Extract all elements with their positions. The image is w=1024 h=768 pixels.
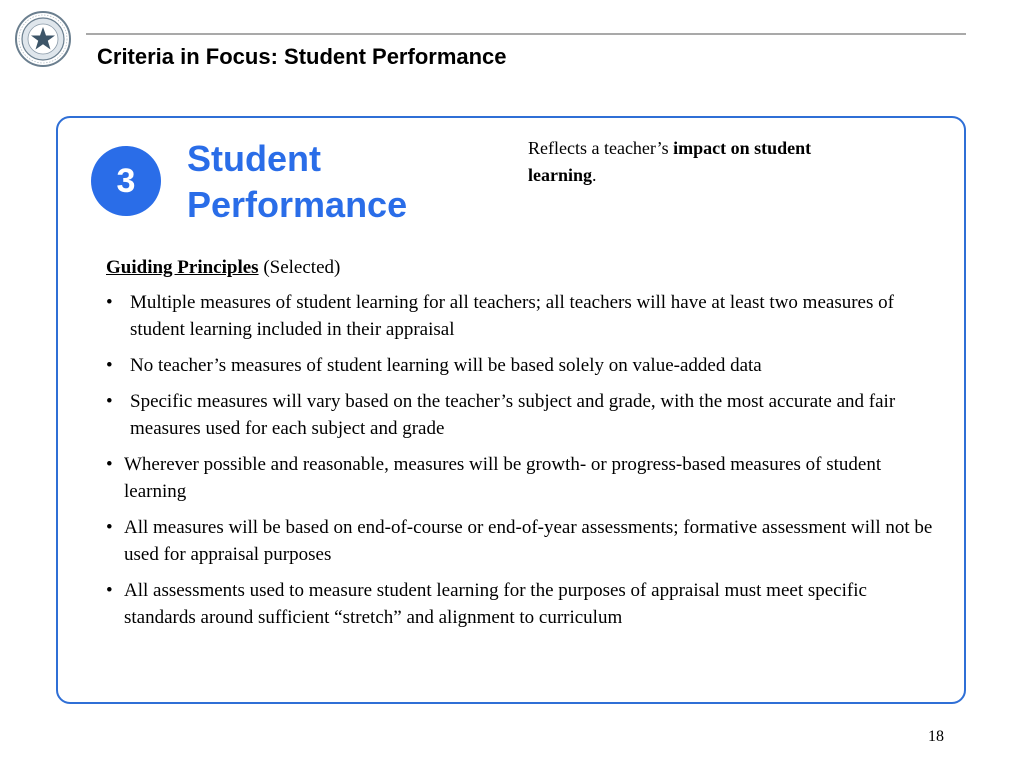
criterion-description (528, 135, 848, 189)
list-item-text: All assessments used to measure student learning for the purposes of appraisal must meet specific standards around sufficient “stretch” and alignment to curriculum (124, 580, 867, 628)
bullet-marker: • (106, 454, 113, 475)
list-item (106, 388, 936, 442)
bullet-marker: • (106, 517, 113, 538)
list-item (106, 577, 936, 631)
bullet-marker: • (106, 292, 113, 313)
bullet-marker: • (106, 355, 113, 376)
guiding-principles (106, 254, 936, 640)
list-item (106, 451, 936, 505)
page-number: 18 (928, 728, 944, 745)
criterion-title (187, 136, 407, 228)
list-item-text: Multiple measures of student learning for all teachers; all teachers will have at least two measures of student learning included in their appraisal (130, 292, 894, 340)
district-seal-logo (14, 10, 72, 68)
slide-title: Criteria in Focus: Student Performance (97, 44, 507, 69)
list-item (106, 289, 936, 343)
list-item-text: Specific measures will vary based on the teacher’s subject and grade, with the most accurate and fair measures used for each subject and grade (130, 391, 896, 439)
principles-heading (106, 254, 936, 281)
principles-heading-note: (Selected) (263, 257, 341, 278)
criterion-title-line2: Performance (187, 184, 408, 225)
bullet-marker: • (106, 391, 113, 412)
list-item-text: Wherever possible and reasonable, measures will be growth- or progress-based measures of student learning (124, 454, 882, 502)
description-suffix: . (592, 165, 597, 185)
header-divider (86, 33, 966, 35)
list-item-text: No teacher’s measures of student learning will be based solely on value-added data (130, 355, 762, 376)
principles-list (106, 289, 936, 631)
criterion-title-line1: Student (187, 138, 321, 179)
description-emphasis: impact on student learning (528, 138, 812, 185)
bullet-marker: • (106, 580, 113, 601)
criterion-number-badge: 3 (91, 146, 161, 216)
list-item-text: All measures will be based on end-of-course or end-of-year assessments; formative assessment will not be used for appraisal purposes (124, 517, 933, 565)
description-prefix: Reflects a teacher’s (528, 138, 674, 158)
list-item (106, 514, 936, 568)
list-item (106, 352, 936, 379)
principles-heading-label: Guiding Principles (106, 257, 259, 278)
